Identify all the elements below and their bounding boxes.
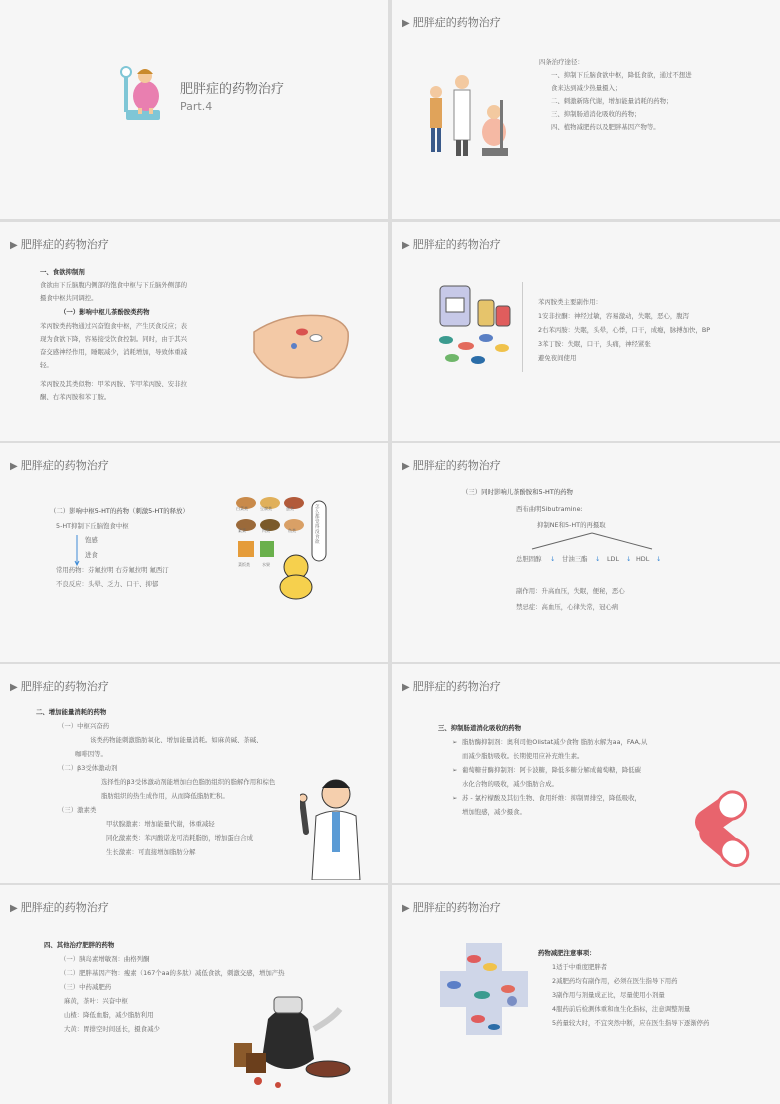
cover-title: 肥胖症的药物治疗 xyxy=(180,82,285,97)
capsules-icon xyxy=(684,786,760,868)
divider-line xyxy=(522,282,523,372)
bullet-arrow-icon: ➢ xyxy=(452,794,458,802)
side-effect-line: 避免夜间使用 xyxy=(538,354,577,362)
section-heading: 二、增加能量消耗的药物 xyxy=(36,708,107,716)
subsection-heading: （二）β3受体激动剂 xyxy=(58,764,118,772)
section-heading: （二）影响中枢5-HT的药物（刺激5-HT的释放） xyxy=(50,507,189,515)
effect-label: 甘油三酯 xyxy=(562,555,588,563)
mechanism: 抑制NE和5-HT的再摄取 xyxy=(537,521,606,529)
food-label: 蛋类 xyxy=(286,506,294,511)
body-line: 常用药物：芬氟拉明 右芬氟拉明 氟西汀 xyxy=(56,566,169,574)
bullet-arrow-icon: ➢ xyxy=(452,766,458,774)
herbal-tea-illustration xyxy=(228,989,356,1095)
bullet-line: 苏 - 氯柠檬酸及其衍生物、食用纤维：抑制胃排空，降低吸收， xyxy=(462,794,641,802)
food-label: 白菜类 xyxy=(236,506,248,511)
body-line: 不良反应：头晕、乏力、口干、抑郁 xyxy=(56,580,159,588)
slide-5ht-drugs[interactable] xyxy=(0,443,388,662)
bullet-line: 水化合物的吸收，减少脂肪合成。 xyxy=(462,780,558,788)
effect-label: HDL xyxy=(636,555,650,563)
slide-other-drugs[interactable] xyxy=(0,885,388,1104)
slide-title: ▶ 肥胖症的药物治疗 xyxy=(402,901,501,914)
side-effect-line: 2右苯丙胺：失眠，头晕，心悸，口干，成瘾，脉搏加快，BP xyxy=(538,326,711,334)
precaution-item: 1适于中重度肥胖者 xyxy=(552,963,608,971)
section-heading: 三、抑制肠道消化吸收的药物 xyxy=(438,724,522,732)
play-triangle-icon: ▶ xyxy=(10,682,18,693)
route-line: 四、植物减肥药以及肥胖基因产物等。 xyxy=(551,123,660,131)
route-line: 三、抑制肠道消化吸收的药物； xyxy=(551,110,641,118)
food-label: 肉类 xyxy=(262,528,270,533)
play-triangle-icon: ▶ xyxy=(10,461,18,472)
play-triangle-icon: ▶ xyxy=(10,240,18,251)
bullet-line: 而减少脂肪吸收。长期使用应补充维生素。 xyxy=(462,752,584,760)
food-label: 水果 xyxy=(262,562,270,567)
food-label: 豆腐类 xyxy=(260,506,272,511)
body-line: 山楂：降低血脂，减少脂肪利用 xyxy=(64,1011,154,1019)
slide-precautions[interactable] xyxy=(392,885,780,1104)
slide-appetite-suppressants[interactable] xyxy=(0,222,388,441)
body-line: 酮、右苯丙胺和苯丁胺。 xyxy=(40,393,111,401)
food-label: 素菜 xyxy=(238,528,246,533)
subsection-heading: （三）激素类 xyxy=(58,806,97,814)
play-triangle-icon: ▶ xyxy=(402,240,410,251)
pills-bottles-illustration xyxy=(426,280,518,372)
doctor-illustration xyxy=(300,772,366,880)
routes-heading: 四条治疗途径： xyxy=(539,58,584,66)
slide-energy-expenditure[interactable] xyxy=(0,664,388,883)
body-line: 大黄：胃排空时间延长，摄食减少 xyxy=(64,1025,160,1033)
precaution-item: 4服药前后检测体重和血生化指标，注意调整剂量 xyxy=(552,1005,691,1013)
down-arrow-icon: ↓ xyxy=(550,555,556,563)
slide-title: ▶ 肥胖症的药物治疗 xyxy=(10,901,109,914)
slide-title: ▶ 肥胖症的药物治疗 xyxy=(402,459,501,472)
route-line: 食来达到减少热量摄入； xyxy=(551,84,622,92)
body-line: 甲状腺激素：增加能量代谢，体重减轻 xyxy=(106,820,215,828)
down-arrow-icon: ↓ xyxy=(656,555,662,563)
slide-title: ▶ 肥胖症的药物治疗 xyxy=(402,680,501,693)
hand-with-pills-illustration xyxy=(244,302,354,384)
body-line: 现为食欲下降，容易接受饮食控制。同时，由于其兴 xyxy=(40,335,187,343)
bullet-line: 脂肪酶抑制剂：奥利司他Olistat减少食物 脂肪水解为aa，FAA,从 xyxy=(462,738,648,746)
subsection-heading: （一）影响中枢儿茶酚胺类药物 xyxy=(60,308,150,316)
subsection-heading: （一）中枢兴奋药 xyxy=(58,722,110,730)
bullet-line: 葡萄糖苷酶抑制剂：阿卡波糖，降低多糖分解成葡萄糖，降低碳 xyxy=(462,766,641,774)
body-line: （二）肥胖基因产物：瘦素（167个aa的多肽）减低食欲，刺激交感，增加产热 xyxy=(60,969,285,977)
doctor-patients-illustration xyxy=(422,70,512,162)
scale-lady-illustration xyxy=(118,62,168,124)
side-effect-line: 3苯丁胺：失眠，口干，头痛，神经紧张 xyxy=(538,340,651,348)
route-line: 二、刺激新陈代谢，增加能量消耗的药物； xyxy=(551,97,673,105)
route-line: 一、抑制下丘脑食欲中枢，降低食欲，通过不想进 xyxy=(551,71,692,79)
body-line: 该类药物能刺激脂肪氧化、增加能量消耗。如麻黄碱、茶碱、 xyxy=(90,736,263,744)
section-heading: （三）同时影响儿茶酚胺和5-HT的药物 xyxy=(462,488,573,496)
body-line: 苯丙胺类药物通过兴奋饱食中枢，产生厌食反应；表 xyxy=(40,322,187,330)
effect-label: LDL xyxy=(607,555,620,563)
satiety-label: 饱感 xyxy=(85,536,98,544)
side-effects-heading: 苯丙胺类主要副作用： xyxy=(538,298,602,306)
play-triangle-icon: ▶ xyxy=(402,461,410,472)
slide-title: ▶ 肥胖症的药物治疗 xyxy=(10,680,109,693)
bullet-arrow-icon: ➢ xyxy=(452,738,458,746)
body-line: 同化激素类：苯丙酸诺龙可消耗脂肪，增加蛋白合成 xyxy=(106,834,253,842)
body-line: 选择性的β3受体激动剂能增加白色脂肪组织的脂解作用和棕色 xyxy=(101,778,276,786)
food-label: 菜饭类 xyxy=(238,562,250,567)
slide-title: ▶ 肥胖症的药物治疗 xyxy=(10,238,109,251)
body-line: （三）中药减肥药 xyxy=(60,983,112,991)
bullet-line: 增加饱感，减少摄食。 xyxy=(462,808,526,816)
contraindications: 禁忌症：高血压，心律失常，冠心病 xyxy=(516,603,619,611)
body-line: 麻黄，茶叶：兴奋中枢 xyxy=(64,997,128,1005)
body-line: 咖啡因等。 xyxy=(75,750,107,758)
section-heading: 四、其他治疗肥胖的药物 xyxy=(44,941,115,949)
side-effect-line: 1安非拉酮：神经过敏，容易激动，失眠，恶心，腹泻 xyxy=(538,312,690,320)
precaution-item: 2减肥药均有副作用，必须在医生指导下用药 xyxy=(552,977,678,985)
body-line: 轻。 xyxy=(40,361,53,369)
slide-absorption-inhibitors[interactable] xyxy=(392,664,780,883)
down-arrow-icon: ↓ xyxy=(595,555,601,563)
branch-arrows-icon xyxy=(522,531,672,553)
slide-cover[interactable] xyxy=(0,0,388,219)
food-label: 鱼类 xyxy=(288,528,296,533)
body-line: 奋交感神经作用，睡眠减少，消耗增加，导致体重减 xyxy=(40,348,187,356)
slide-amphetamine-side-effects[interactable] xyxy=(392,222,780,441)
precautions-heading: 药物减肥注意事项： xyxy=(538,949,596,957)
slide-title: ▶ 肥胖症的药物治疗 xyxy=(402,16,501,29)
slide-sibutramine[interactable] xyxy=(392,443,780,662)
precaution-item: 5药量较大时，不宜突然中断，应在医生指导下逐渐停药 xyxy=(552,1019,710,1027)
drug-name: 西布曲明Sibutramine: xyxy=(516,505,583,513)
play-triangle-icon: ▶ xyxy=(402,682,410,693)
effect-label: 总胆固醇 xyxy=(516,555,542,563)
side-effects: 副作用：升高血压，失眠，便秘，恶心 xyxy=(516,587,625,595)
body-line: 食欲由下丘脑腹内侧部的饱食中枢与下丘脑外侧部的 xyxy=(40,281,187,289)
body-line: 苯丙胺及其类似物：甲苯丙胺、苄甲苯丙胺、安非拉 xyxy=(40,380,187,388)
play-triangle-icon: ▶ xyxy=(402,18,410,29)
precaution-item: 3副作用与剂量成正比，尽量使用小剂量 xyxy=(552,991,665,999)
body-line: （一）胰岛素增敏剂：曲格列酮 xyxy=(60,955,150,963)
slide-title: ▶ 肥胖症的药物治疗 xyxy=(10,459,109,472)
intake-label: 进食 xyxy=(85,551,98,559)
body-line: 脂肪组织的热生成作用，从而降低脂肪贮积。 xyxy=(101,792,229,800)
play-triangle-icon: ▶ xyxy=(10,903,18,914)
body-line: 生长激素：可直接增加脂肪分解 xyxy=(106,848,196,856)
slide-treatment-routes[interactable] xyxy=(392,0,780,219)
body-line: 摄食中枢共同调控。 xyxy=(40,294,98,302)
cover-subtitle: Part.4 xyxy=(180,100,213,113)
body-line: 5-HT抑制下丘脑饱食中枢 xyxy=(56,522,129,530)
pill-cross-illustration xyxy=(438,939,530,1039)
down-arrow-icon: ↓ xyxy=(626,555,632,563)
slide-title: ▶ 肥胖症的药物治疗 xyxy=(402,238,501,251)
section-heading: 一、食欲抑制剂 xyxy=(40,268,85,276)
play-triangle-icon: ▶ xyxy=(402,903,410,914)
speech-banner: 怎么都觉得没食欲 xyxy=(315,505,320,545)
